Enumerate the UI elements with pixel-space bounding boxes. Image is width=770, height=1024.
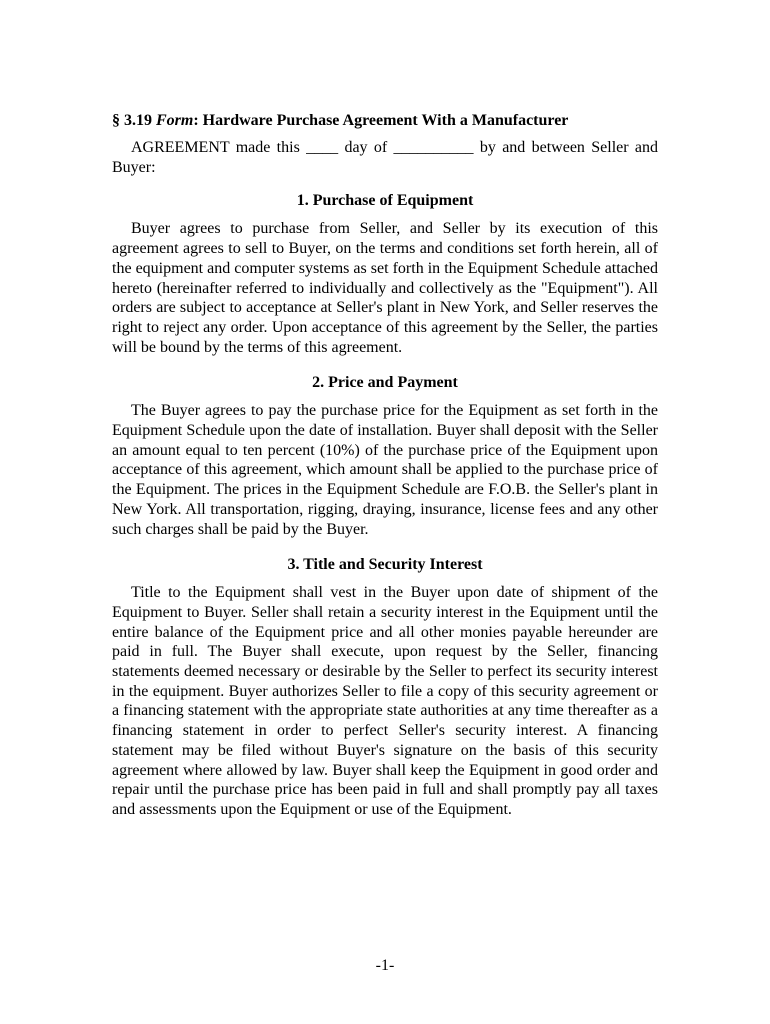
section-heading: 2. Price and Payment	[312, 374, 458, 392]
document-title	[112, 110, 658, 132]
document-page	[112, 110, 658, 836]
title-rest: : Hardware Purchase Agreement With a Manufacturer	[193, 112, 569, 129]
section-title-and-security-interest	[112, 555, 658, 819]
section-heading: 3. Title and Security Interest	[287, 556, 483, 574]
section-purchase-of-equipment	[112, 191, 658, 357]
page-number: -1-	[375, 957, 395, 974]
section-body: Buyer agrees to purchase from Seller, and Seller by its execution of this agreement agrees to sell to Buyer, on the terms and conditions set forth herein, all of the equipment and computer systems as set forth in the Equipment Schedule attached hereto (hereinafter referred to individually and collectively as the "Equipment"). All orders are subject to acceptance at Seller's plant in New York, and Seller reserves the right to reject any order. Upon acceptance of this agreement by the Seller, the parties will be bound by the terms of this agreement.	[112, 220, 658, 356]
agreement-intro: AGREEMENT made this ____ day of __________ by and between Seller and Buyer:	[112, 139, 658, 176]
title-prefix: § 3.19	[112, 112, 156, 129]
section-heading: 1. Purchase of Equipment	[296, 192, 474, 210]
section-body: Title to the Equipment shall vest in the Buyer upon date of shipment of the Equipment to Buyer. Seller shall retain a security interest in the Equipment until the entire balance of the Equipment price and all other monies payable hereunder are paid in full. The Buyer shall execute, upon request by the Seller, financing statements deemed necessary or desirable by the Seller to perfect its security interest in the equipment. Buyer authorizes Seller to file a copy of this security agreement or a financing statement with the appropriate state authorities at any time thereafter as a financing statement in order to perfect Seller's security interest. A financing statement may be filed without Buyer's signature on the basis of this security agreement where allowed by law. Buyer shall keep the Equipment in good order and repair until the purchase price has been paid in full and shall promptly pay all taxes and assessments upon the Equipment or use of the Equipment.	[112, 584, 658, 818]
title-form-word: Form	[156, 112, 194, 129]
section-body: The Buyer agrees to pay the purchase price for the Equipment as set forth in the Equipment Schedule upon the date of installation. Buyer shall deposit with the Seller an amount equal to ten percent (10%) of the purchase price of the Equipment upon acceptance of this agreement, which amount shall be applied to the purchase price of the Equipment. The prices in the Equipment Schedule are F.O.B. the Seller's plant in New York. All transportation, rigging, draying, insurance, license fees and any other such charges shall be paid by the Buyer.	[112, 402, 658, 538]
section-price-and-payment	[112, 373, 658, 539]
